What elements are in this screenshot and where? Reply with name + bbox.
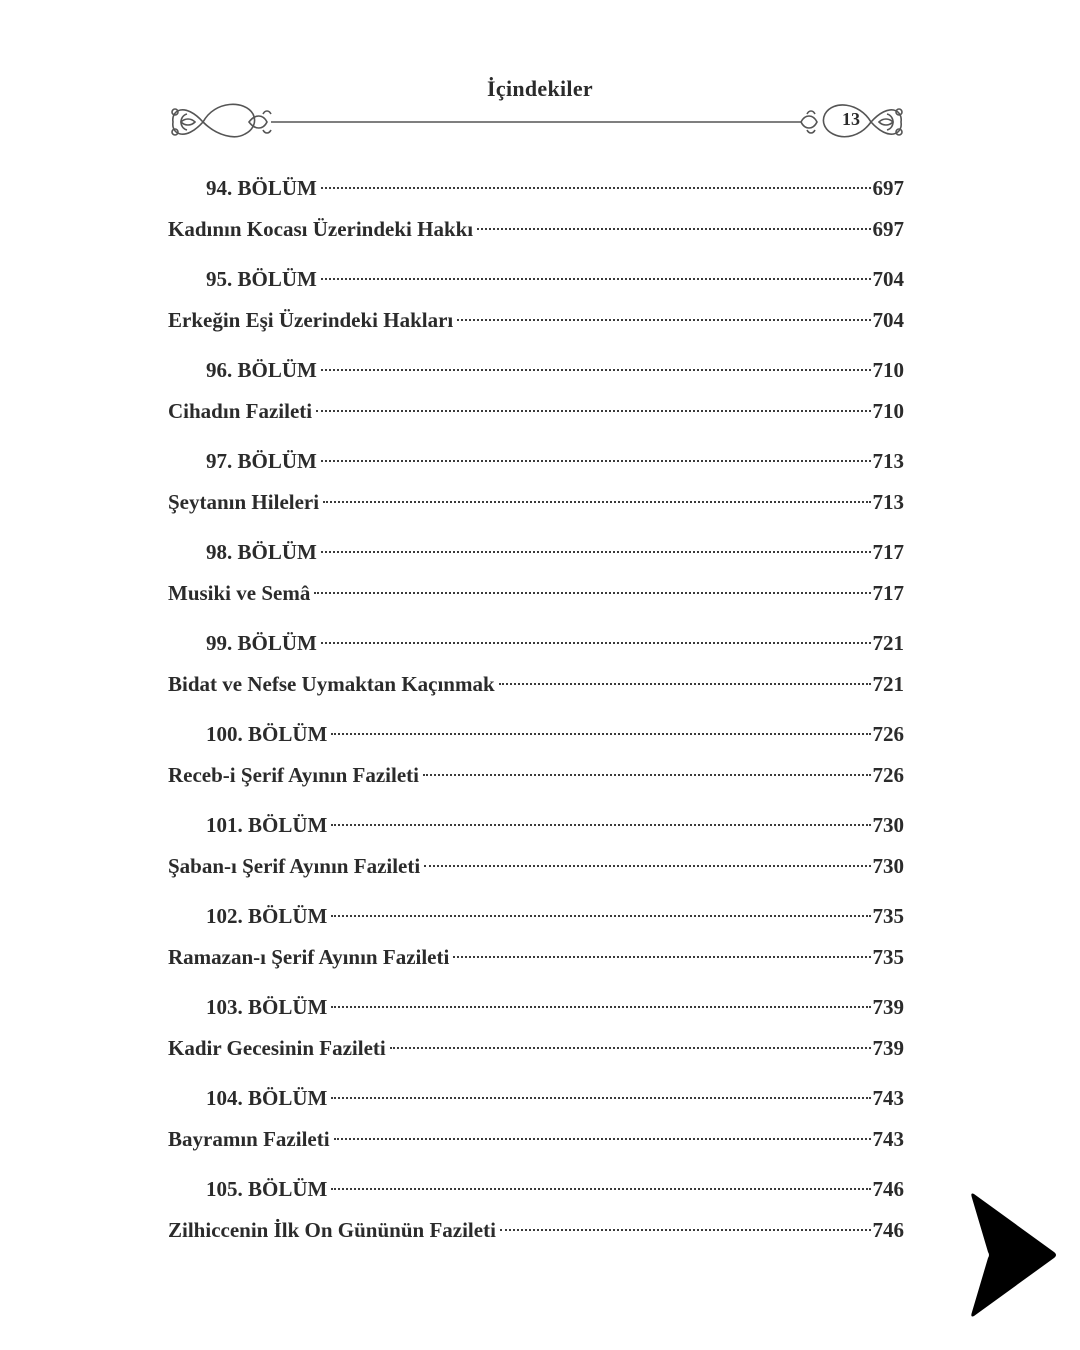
toc-title-line[interactable] — [168, 755, 904, 796]
toc-page-number: 704 — [872, 307, 904, 332]
toc-entry — [168, 623, 904, 704]
toc-chapter-line[interactable] — [168, 168, 904, 209]
chapter-heading: 94. BÖLÜM — [206, 176, 317, 200]
ornamental-header-rule — [165, 92, 910, 152]
toc-page-number: 739 — [872, 1035, 904, 1060]
section-title: Ramazan-ı Şerif Ayının Fazileti — [168, 944, 450, 969]
dot-leader — [331, 1097, 870, 1099]
chapter-heading: 101. BÖLÜM — [206, 813, 328, 837]
toc-title-line[interactable] — [168, 391, 904, 432]
toc-title-line[interactable] — [168, 937, 904, 978]
section-title: Cihadın Fazileti — [168, 398, 313, 423]
toc-title-line[interactable] — [168, 664, 904, 705]
toc-page-number: 739 — [872, 995, 904, 1019]
dot-leader — [423, 774, 871, 776]
dot-leader — [321, 278, 871, 280]
toc-chapter-line[interactable] — [168, 623, 904, 664]
toc-entry — [168, 805, 904, 886]
dot-leader — [321, 187, 871, 189]
toc-chapter-line[interactable] — [168, 714, 904, 755]
toc-page-number: 721 — [872, 671, 904, 696]
section-title: Kadir Gecesinin Fazileti — [168, 1035, 386, 1060]
toc-entry — [168, 441, 904, 522]
chapter-heading: 98. BÖLÜM — [206, 540, 317, 564]
toc-title-line[interactable] — [168, 1119, 904, 1160]
chapter-heading: 102. BÖLÜM — [206, 904, 328, 928]
section-title: Erkeğin Eşi Üzerindeki Hakları — [168, 307, 454, 332]
toc-page-number: 746 — [872, 1217, 904, 1242]
chapter-heading: 105. BÖLÜM — [206, 1177, 328, 1201]
chapter-heading: 95. BÖLÜM — [206, 267, 317, 291]
chapter-heading: 104. BÖLÜM — [206, 1086, 328, 1110]
toc-page-number: 704 — [872, 267, 904, 291]
toc-entry — [168, 714, 904, 795]
toc-entry — [168, 896, 904, 977]
toc-entry — [168, 987, 904, 1068]
toc-page-number: 713 — [872, 489, 904, 514]
toc-entry — [168, 532, 904, 613]
toc-title-line[interactable] — [168, 300, 904, 341]
dot-leader — [321, 460, 871, 462]
toc-entry — [168, 1169, 904, 1250]
toc-page-number: 730 — [872, 813, 904, 837]
section-title: Receb-i Şerif Ayının Fazileti — [168, 762, 419, 787]
toc-page-number: 697 — [872, 216, 904, 241]
toc-entry — [168, 259, 904, 340]
toc-title-line[interactable] — [168, 482, 904, 523]
dot-leader — [477, 228, 870, 230]
toc-chapter-line[interactable] — [168, 350, 904, 391]
toc-entry — [168, 1078, 904, 1159]
left-ornament-icon — [172, 104, 271, 136]
toc-page-number: 743 — [872, 1086, 904, 1110]
chapter-heading: 103. BÖLÜM — [206, 995, 328, 1019]
page-number: 13 — [842, 109, 860, 129]
toc-page-number: 721 — [872, 631, 904, 655]
toc-page-number: 743 — [872, 1126, 904, 1151]
toc-chapter-line[interactable] — [168, 805, 904, 846]
section-title: Musiki ve Semâ — [168, 580, 311, 605]
section-title: Kadının Kocası Üzerindeki Hakkı — [168, 216, 474, 241]
toc-title-line[interactable] — [168, 1210, 904, 1251]
next-page-arrow-icon[interactable] — [968, 1188, 1060, 1322]
toc-page-number: 726 — [872, 762, 904, 787]
toc-title-line[interactable] — [168, 209, 904, 250]
dot-leader — [323, 501, 870, 503]
toc-chapter-line[interactable] — [168, 987, 904, 1028]
dot-leader — [331, 824, 870, 826]
chapter-heading: 100. BÖLÜM — [206, 722, 328, 746]
toc-page-number: 717 — [872, 540, 904, 564]
dot-leader — [457, 319, 870, 321]
toc-page-number: 726 — [872, 722, 904, 746]
toc-chapter-line[interactable] — [168, 1169, 904, 1210]
toc-page-number: 730 — [872, 853, 904, 878]
dot-leader — [321, 642, 871, 644]
dot-leader — [331, 1006, 870, 1008]
chapter-heading: 96. BÖLÜM — [206, 358, 317, 382]
toc-title-line[interactable] — [168, 1028, 904, 1069]
section-title: Şaban-ı Şerif Ayının Fazileti — [168, 853, 421, 878]
dot-leader — [331, 915, 870, 917]
dot-leader — [499, 683, 871, 685]
toc-page-number: 717 — [872, 580, 904, 605]
dot-leader — [500, 1229, 871, 1231]
dot-leader — [453, 956, 870, 958]
toc-page-number: 746 — [872, 1177, 904, 1201]
toc-entry — [168, 350, 904, 431]
section-title: Zilhiccenin İlk On Gününün Fazileti — [168, 1217, 496, 1242]
dot-leader — [321, 551, 871, 553]
toc-page-number: 710 — [872, 398, 904, 423]
dot-leader — [390, 1047, 871, 1049]
toc-title-line[interactable] — [168, 846, 904, 887]
toc-chapter-line[interactable] — [168, 259, 904, 300]
running-title: İçindekiler — [487, 76, 593, 101]
table-of-contents — [168, 168, 904, 1250]
chapter-heading: 99. BÖLÜM — [206, 631, 317, 655]
chapter-heading: 97. BÖLÜM — [206, 449, 317, 473]
toc-page-number: 735 — [872, 904, 904, 928]
toc-chapter-line[interactable] — [168, 896, 904, 937]
toc-page-number: 710 — [872, 358, 904, 382]
dot-leader — [331, 1188, 870, 1190]
dot-leader — [314, 592, 870, 594]
section-title: Bidat ve Nefse Uymaktan Kaçınmak — [168, 671, 495, 696]
toc-chapter-line[interactable] — [168, 1078, 904, 1119]
toc-chapter-line[interactable] — [168, 532, 904, 573]
section-title: Şeytanın Hileleri — [168, 489, 320, 514]
dot-leader — [424, 865, 870, 867]
toc-chapter-line[interactable] — [168, 441, 904, 482]
toc-entry — [168, 168, 904, 249]
toc-page-number: 735 — [872, 944, 904, 969]
toc-page-number: 697 — [872, 176, 904, 200]
toc-title-line[interactable] — [168, 573, 904, 614]
toc-page-number: 713 — [872, 449, 904, 473]
dot-leader — [334, 1138, 871, 1140]
section-title: Bayramın Fazileti — [168, 1126, 330, 1151]
dot-leader — [321, 369, 871, 371]
dot-leader — [316, 410, 870, 412]
dot-leader — [331, 733, 870, 735]
